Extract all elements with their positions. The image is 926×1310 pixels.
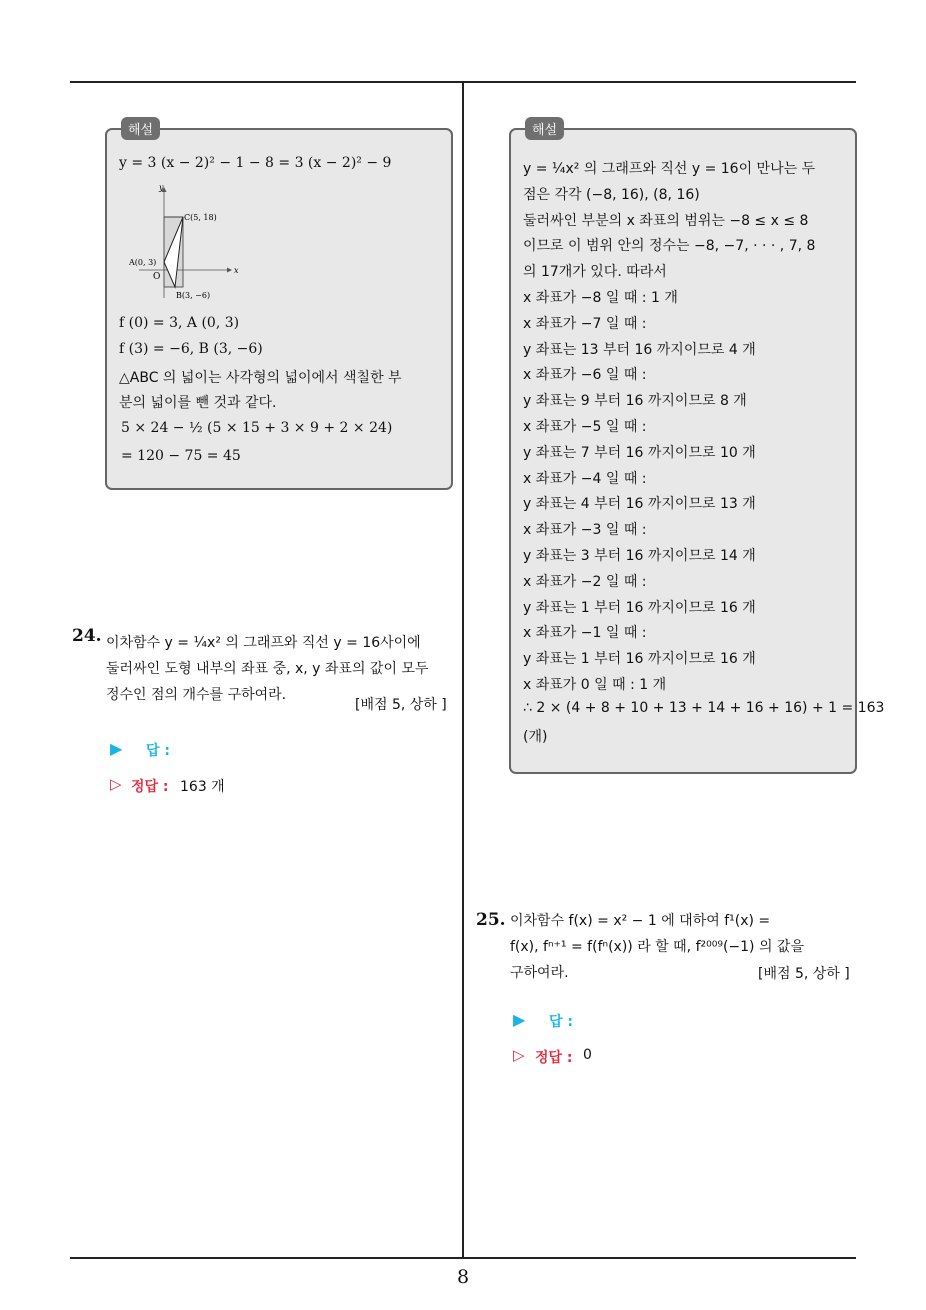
question-number: 25. — [476, 910, 506, 930]
x-axis-arrow — [227, 268, 232, 273]
points-label: [배점 5, 상하 ] — [355, 697, 447, 713]
question-line: 구하여라. — [510, 965, 569, 981]
question-line: 정수인 점의 개수를 구하여라. — [106, 687, 287, 703]
bottom-rule — [70, 1257, 856, 1259]
solution-tag: 해설 — [525, 117, 564, 140]
solution-line: 분의 넓이를 뺀 것과 같다. — [119, 395, 277, 411]
solution-box-right — [509, 123, 885, 774]
solution-line: 점은 각각 (−8, 16), (8, 16) — [523, 186, 700, 203]
solution-line: f (3) = −6, B (3, −6) — [119, 341, 263, 357]
solution-line: x 좌표가 −2 일 때 : — [523, 573, 647, 590]
solution-line: x 좌표가 −7 일 때 : — [523, 315, 647, 332]
solution-line: 의 17개가 있다. 따라서 — [523, 264, 667, 281]
solution-line: 둘러싸인 부분의 x 좌표의 범위는 −8 ≤ x ≤ 8 — [523, 212, 809, 229]
solution-line: y 좌표는 1 부터 16 까지이므로 16 개 — [523, 599, 756, 616]
solution-line: y = ¼x² 의 그래프와 직선 y = 16이 만나는 두 — [523, 161, 816, 177]
point-c-label: C(5, 18) — [184, 213, 217, 222]
solution-line: y 좌표는 7 부터 16 까지이므로 10 개 — [523, 444, 756, 461]
point-b-label: B(3, −6) — [176, 291, 211, 300]
question-number: 24. — [72, 626, 102, 646]
solution-line: (개) — [523, 728, 548, 745]
question-line: f(x), fⁿ⁺¹ = f(fⁿ(x)) 라 할 때, f²⁰⁰⁹(−1) 의 값을 — [510, 939, 804, 955]
correct-answer-value: 163 개 — [180, 779, 225, 795]
answer-label[interactable]: 답 : — [146, 743, 170, 759]
solution-box-left — [105, 123, 453, 490]
question-line: 이차함수 y = ¼x² 의 그래프와 직선 y = 16사이에 — [106, 635, 421, 651]
answer-marker: ▶ — [513, 1010, 526, 1029]
solution-line: y = 3 (x − 2)² − 1 − 8 = 3 (x − 2)² − 9 — [119, 155, 392, 171]
question-line: 이차함수 f(x) = x² − 1 에 대하여 f¹(x) = — [510, 913, 771, 929]
graph-y-label: y — [159, 183, 164, 192]
solution-line: 5 × 24 − ½ (5 × 15 + 3 × 9 + 2 × 24) — [121, 420, 393, 436]
solution-line: x 좌표가 −4 일 때 : — [523, 470, 647, 487]
page-number: 8 — [456, 1266, 470, 1288]
solution-line: x 좌표가 0 일 때 : 1 개 — [523, 677, 667, 693]
graph-x-label: x — [234, 266, 239, 275]
solution-line: x 좌표가 −5 일 때 : — [523, 419, 647, 435]
solution-tag: 해설 — [121, 117, 160, 140]
correct-answer-marker: ▷ — [513, 1046, 525, 1064]
solution-line: x 좌표가 −1 일 때 : — [523, 625, 647, 642]
solution-line: y 좌표는 4 부터 16 까지이므로 13 개 — [523, 496, 756, 513]
solution-line: x 좌표가 −6 일 때 : — [523, 367, 647, 384]
solution-line: ∴ 2 × (4 + 8 + 10 + 13 + 14 + 16 + 16) + 1 = 163 — [523, 699, 885, 716]
solution-line: 이므로 이 범위 안의 정수는 −8, −7, · · · , 7, 8 — [523, 238, 816, 255]
solution-line: x 좌표가 −3 일 때 : — [523, 522, 647, 539]
graph-origin-label: O — [153, 272, 161, 282]
correct-answer-label: 정답 : — [535, 1050, 573, 1066]
point-a-label: A(0, 3) — [129, 258, 157, 267]
question-line: 둘러싸인 도형 내부의 좌표 중, x, y 좌표의 값이 모두 — [106, 661, 429, 677]
answer-marker: ▶ — [110, 739, 123, 758]
solution-line: y 좌표는 9 부터 16 까지이므로 8 개 — [523, 393, 747, 410]
answer-label[interactable]: 답 : — [549, 1014, 573, 1030]
points-label: [배점 5, 상하 ] — [758, 966, 850, 982]
solution-line: f (0) = 3, A (0, 3) — [119, 315, 240, 331]
correct-answer-label: 정답 : — [131, 779, 169, 795]
correct-answer-marker: ▷ — [110, 775, 122, 793]
solution-line: = 120 − 75 = 45 — [121, 448, 241, 464]
solution-line: △ABC 의 넓이는 사각형의 넓이에서 색칠한 부 — [119, 370, 402, 386]
solution-line: y 좌표는 13 부터 16 까지이므로 4 개 — [523, 341, 756, 358]
triangle-graph — [119, 180, 249, 300]
solution-line: y 좌표는 3 부터 16 까지이므로 14 개 — [523, 548, 756, 564]
solution-line: y 좌표는 1 부터 16 까지이므로 16 개 — [523, 651, 756, 668]
solution-line: x 좌표가 −8 일 때 : 1 개 — [523, 290, 678, 306]
column-divider — [462, 82, 464, 1258]
correct-answer-value: 0 — [583, 1047, 592, 1063]
